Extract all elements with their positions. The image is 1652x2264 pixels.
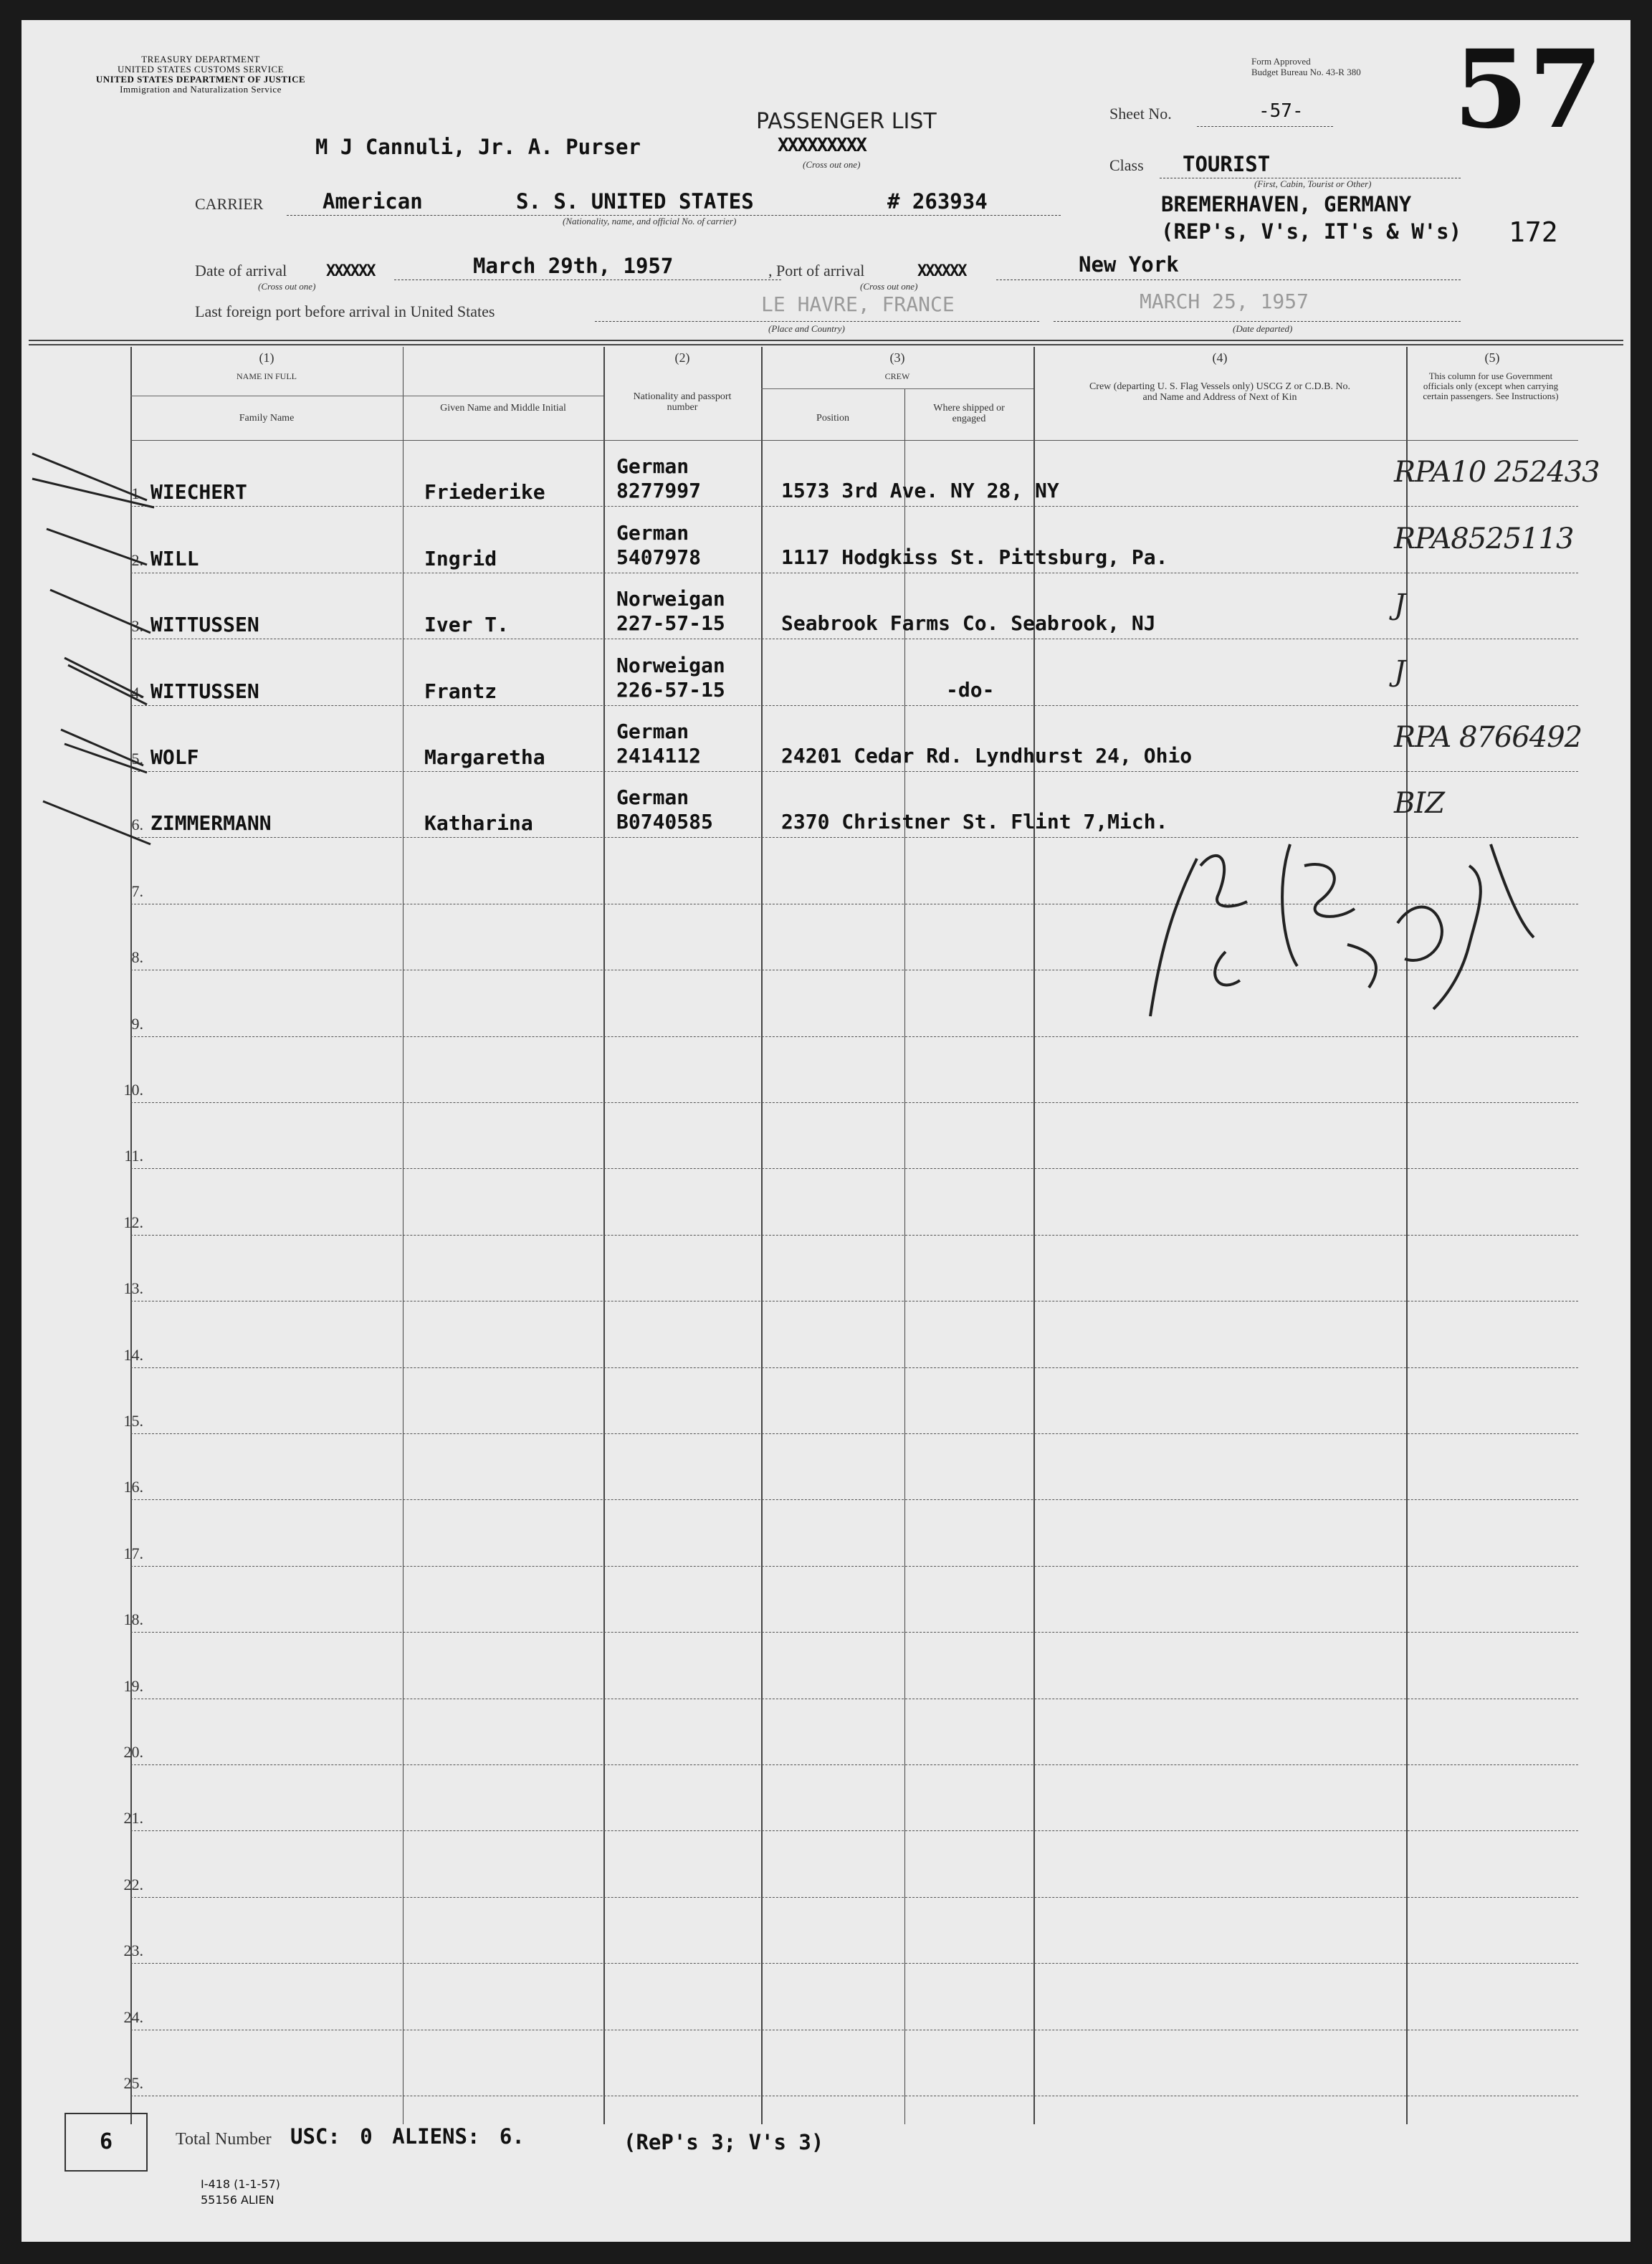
- carrier-line: American: [323, 189, 423, 214]
- row-number: 14.: [123, 1345, 143, 1364]
- passport-cell: 5407978: [616, 545, 702, 569]
- row-rule: [130, 1764, 1578, 1765]
- nationality-cell: German: [616, 785, 689, 810]
- col1-number: (1): [259, 350, 274, 365]
- col5-number: (5): [1484, 350, 1500, 365]
- form-number: I-418 (1-1-57): [201, 2177, 280, 2191]
- family-name-cell: ZIMMERMANN: [151, 811, 272, 836]
- family-name-cell: WITTUSSEN: [151, 679, 259, 703]
- family-name-cell: WILL: [151, 546, 199, 570]
- origin-classes: (REP's, V's, IT's & W's): [1161, 219, 1462, 244]
- nationality-cell: German: [616, 520, 689, 545]
- passport-cell: 2414112: [616, 744, 702, 768]
- official-mark-cell: RPA8525113: [1394, 522, 1574, 555]
- row-number: 6.: [131, 816, 143, 834]
- row-rule: [130, 1168, 1578, 1169]
- row-rule: [130, 1566, 1578, 1567]
- row-rule: [130, 1499, 1578, 1500]
- row-number: 12.: [123, 1213, 143, 1231]
- totals: USC: 0 ALIENS: 6.: [290, 2124, 525, 2149]
- row-number: 17.: [123, 1544, 143, 1562]
- address-cell: Seabrook Farms Co. Seabrook, NJ: [781, 611, 1156, 636]
- passport-cell: B0740585: [616, 810, 713, 834]
- passenger-list-sheet: [22, 20, 1630, 2242]
- given-name-cell: Ingrid: [424, 546, 497, 570]
- arrival-crossed: XXXXXX: [326, 262, 375, 280]
- agency-header: [79, 54, 323, 95]
- last-port-note: (Place and Country): [768, 323, 845, 334]
- check-marks: [29, 450, 179, 851]
- row-rule: [130, 705, 1578, 706]
- stamped-sheet-number: 57: [1453, 27, 1603, 153]
- row-number: 7.: [131, 882, 143, 900]
- title-cross-note: (Cross out one): [803, 159, 861, 170]
- official-use-header: This column for use Government officials only (except when carrying certain passengers. See Instructions): [1423, 371, 1559, 401]
- row-rule: [130, 1036, 1578, 1037]
- last-port-value: LE HAVRE, FRANCE: [761, 292, 955, 316]
- given-name-cell: Iver T.: [424, 613, 510, 637]
- agency-line-3: UNITED STATES DEPARTMENT OF JUSTICE: [95, 74, 306, 85]
- family-name-cell: WOLF: [151, 745, 199, 769]
- total-box: [65, 2113, 148, 2172]
- row-number: 1.: [131, 484, 143, 503]
- sheet-label: Sheet No.: [1109, 105, 1172, 123]
- carrier-official-number: # 263934: [887, 189, 988, 214]
- passport-cell: 8277997: [616, 479, 702, 503]
- row-rule: [130, 1897, 1578, 1898]
- row-rule: [130, 771, 1578, 772]
- last-port-label: Last foreign port before arrival in United States: [195, 302, 495, 320]
- row-number: 2.: [131, 550, 143, 569]
- arrival-label: Date of arrival: [195, 262, 287, 280]
- total-label: Total Number: [176, 2130, 272, 2149]
- master-name: M J Cannuli, Jr. A. Purser: [315, 135, 641, 159]
- given-name-cell: Friederike: [424, 480, 545, 505]
- row-rule: [130, 1830, 1578, 1831]
- sheet-value: -57-: [1259, 100, 1304, 122]
- totals-breakdown: (ReP's 3; V's 3): [624, 2130, 824, 2154]
- col4-number: (4): [1212, 350, 1228, 365]
- row-number: 22.: [123, 1875, 143, 1893]
- form-approved-line-2: Budget Bureau No. 43-R 380: [1251, 67, 1361, 77]
- row-rule: [130, 1632, 1578, 1633]
- position-header: Position: [816, 413, 849, 424]
- col2-number: (2): [674, 350, 690, 365]
- address-cell: 1573 3rd Ave. NY 28, NY: [781, 479, 1059, 503]
- row-rule: [130, 1433, 1578, 1434]
- row-rule: [130, 506, 1578, 507]
- passport-cell: 226-57-15: [616, 677, 725, 702]
- shipped-header: Where shipped or engaged: [933, 403, 1005, 424]
- address-cell: 1117 Hodgkiss St. Pittsburg, Pa.: [781, 545, 1168, 569]
- official-mark-cell: RPA 8766492: [1394, 721, 1582, 754]
- row-number: 16.: [123, 1478, 143, 1496]
- row-rule: [130, 1963, 1578, 1964]
- col1-title: NAME IN FULL: [237, 371, 297, 381]
- row-number: 10.: [123, 1081, 143, 1099]
- row-rule: [130, 1235, 1578, 1236]
- row-number: 21.: [123, 1809, 143, 1828]
- arrival-cross-note: (Cross out one): [258, 281, 316, 292]
- row-number: 24.: [123, 2007, 143, 2026]
- carrier-label: CARRIER: [195, 195, 264, 213]
- row-number: 23.: [123, 1941, 143, 1960]
- origin-port: BREMERHAVEN, GERMANY: [1161, 192, 1412, 216]
- address-cell: 2370 Christner St. Flint 7,Mich.: [781, 810, 1168, 834]
- agency-line-2: UNITED STATES CUSTOMS SERVICE: [117, 64, 285, 75]
- row-number: 5.: [131, 750, 143, 768]
- crew-header: CREW: [884, 371, 910, 381]
- handwritten-signature: [1132, 801, 1562, 1023]
- address-cell: -do-: [946, 677, 995, 702]
- row-number: 4.: [131, 683, 143, 702]
- total-box-value: 6: [99, 2129, 113, 2154]
- form-approved: [1251, 56, 1361, 77]
- class-value: TOURIST: [1183, 152, 1271, 176]
- row-rule: [130, 1102, 1578, 1103]
- family-name-header: Family Name: [239, 413, 295, 424]
- official-mark-cell: BIZ: [1394, 787, 1444, 821]
- family-name-cell: WITTUSSEN: [151, 613, 259, 637]
- row-number: 9.: [131, 1014, 143, 1033]
- row-rule: [130, 1367, 1578, 1368]
- official-mark-cell: RPA10 252433: [1394, 456, 1600, 489]
- nationality-cell: German: [616, 454, 689, 479]
- agency-line-4: Immigration and Naturalization Service: [120, 84, 282, 95]
- carrier-note: (Nationality, name, and official No. of carrier): [563, 216, 737, 226]
- official-mark-cell: J: [1394, 654, 1405, 688]
- agency-line-1: TREASURY DEPARTMENT: [141, 54, 260, 65]
- class-label: Class: [1109, 156, 1144, 174]
- nationality-cell: German: [616, 720, 689, 743]
- nationality-header: Nationality and passport number: [633, 391, 732, 413]
- given-name-header: Given Name and Middle Initial: [440, 403, 566, 414]
- col3-number: (3): [889, 350, 905, 365]
- arrival-date: March 29th, 1957: [473, 254, 674, 278]
- form-approved-line-1: Form Approved: [1251, 56, 1311, 67]
- family-name-cell: WIECHERT: [151, 480, 247, 505]
- class-note: (First, Cabin, Tourist or Other): [1254, 178, 1372, 189]
- departure-date-note: (Date departed): [1233, 323, 1293, 334]
- row-number: 19.: [123, 1676, 143, 1695]
- form-stock-number: 55156 ALIEN: [201, 2193, 274, 2207]
- port-crossed: XXXXXX: [917, 262, 966, 280]
- port-cross-note: (Cross out one): [860, 281, 918, 292]
- row-number: 25.: [123, 2074, 143, 2092]
- address-cell: 24201 Cedar Rd. Lyndhurst 24, Ohio: [781, 744, 1193, 768]
- passport-cell: 227-57-15: [616, 611, 725, 636]
- given-name-cell: Katharina: [424, 811, 533, 836]
- next-of-kin-header: Crew (departing U. S. Flag Vessels only) USCG Z or C.D.B. No. and Name and Address of Next of Kin: [1089, 381, 1351, 403]
- given-name-cell: Frantz: [424, 679, 497, 703]
- row-number: 8.: [131, 948, 143, 967]
- port-label: , Port of arrival: [768, 262, 865, 280]
- row-number: 15.: [123, 1412, 143, 1430]
- official-mark-cell: J: [1394, 588, 1405, 622]
- departure-date: MARCH 25, 1957: [1140, 290, 1309, 313]
- row-number: 20.: [123, 1743, 143, 1761]
- row-number: 18.: [123, 1610, 143, 1629]
- form-title: PASSENGER LIST: [756, 109, 937, 134]
- nationality-cell: Norweigan: [616, 587, 725, 611]
- row-number: 11.: [124, 1147, 143, 1165]
- given-name-cell: Margaretha: [424, 745, 545, 769]
- port-of-arrival: New York: [1079, 252, 1179, 277]
- origin-number: 172: [1509, 216, 1558, 248]
- carrier-vessel: S. S. UNITED STATES: [516, 189, 754, 214]
- row-number: 3.: [131, 617, 143, 636]
- nationality-cell: Norweigan: [616, 653, 725, 677]
- row-number: 13.: [123, 1279, 143, 1298]
- title-crossed-out: XXXXXXXXX: [778, 135, 866, 156]
